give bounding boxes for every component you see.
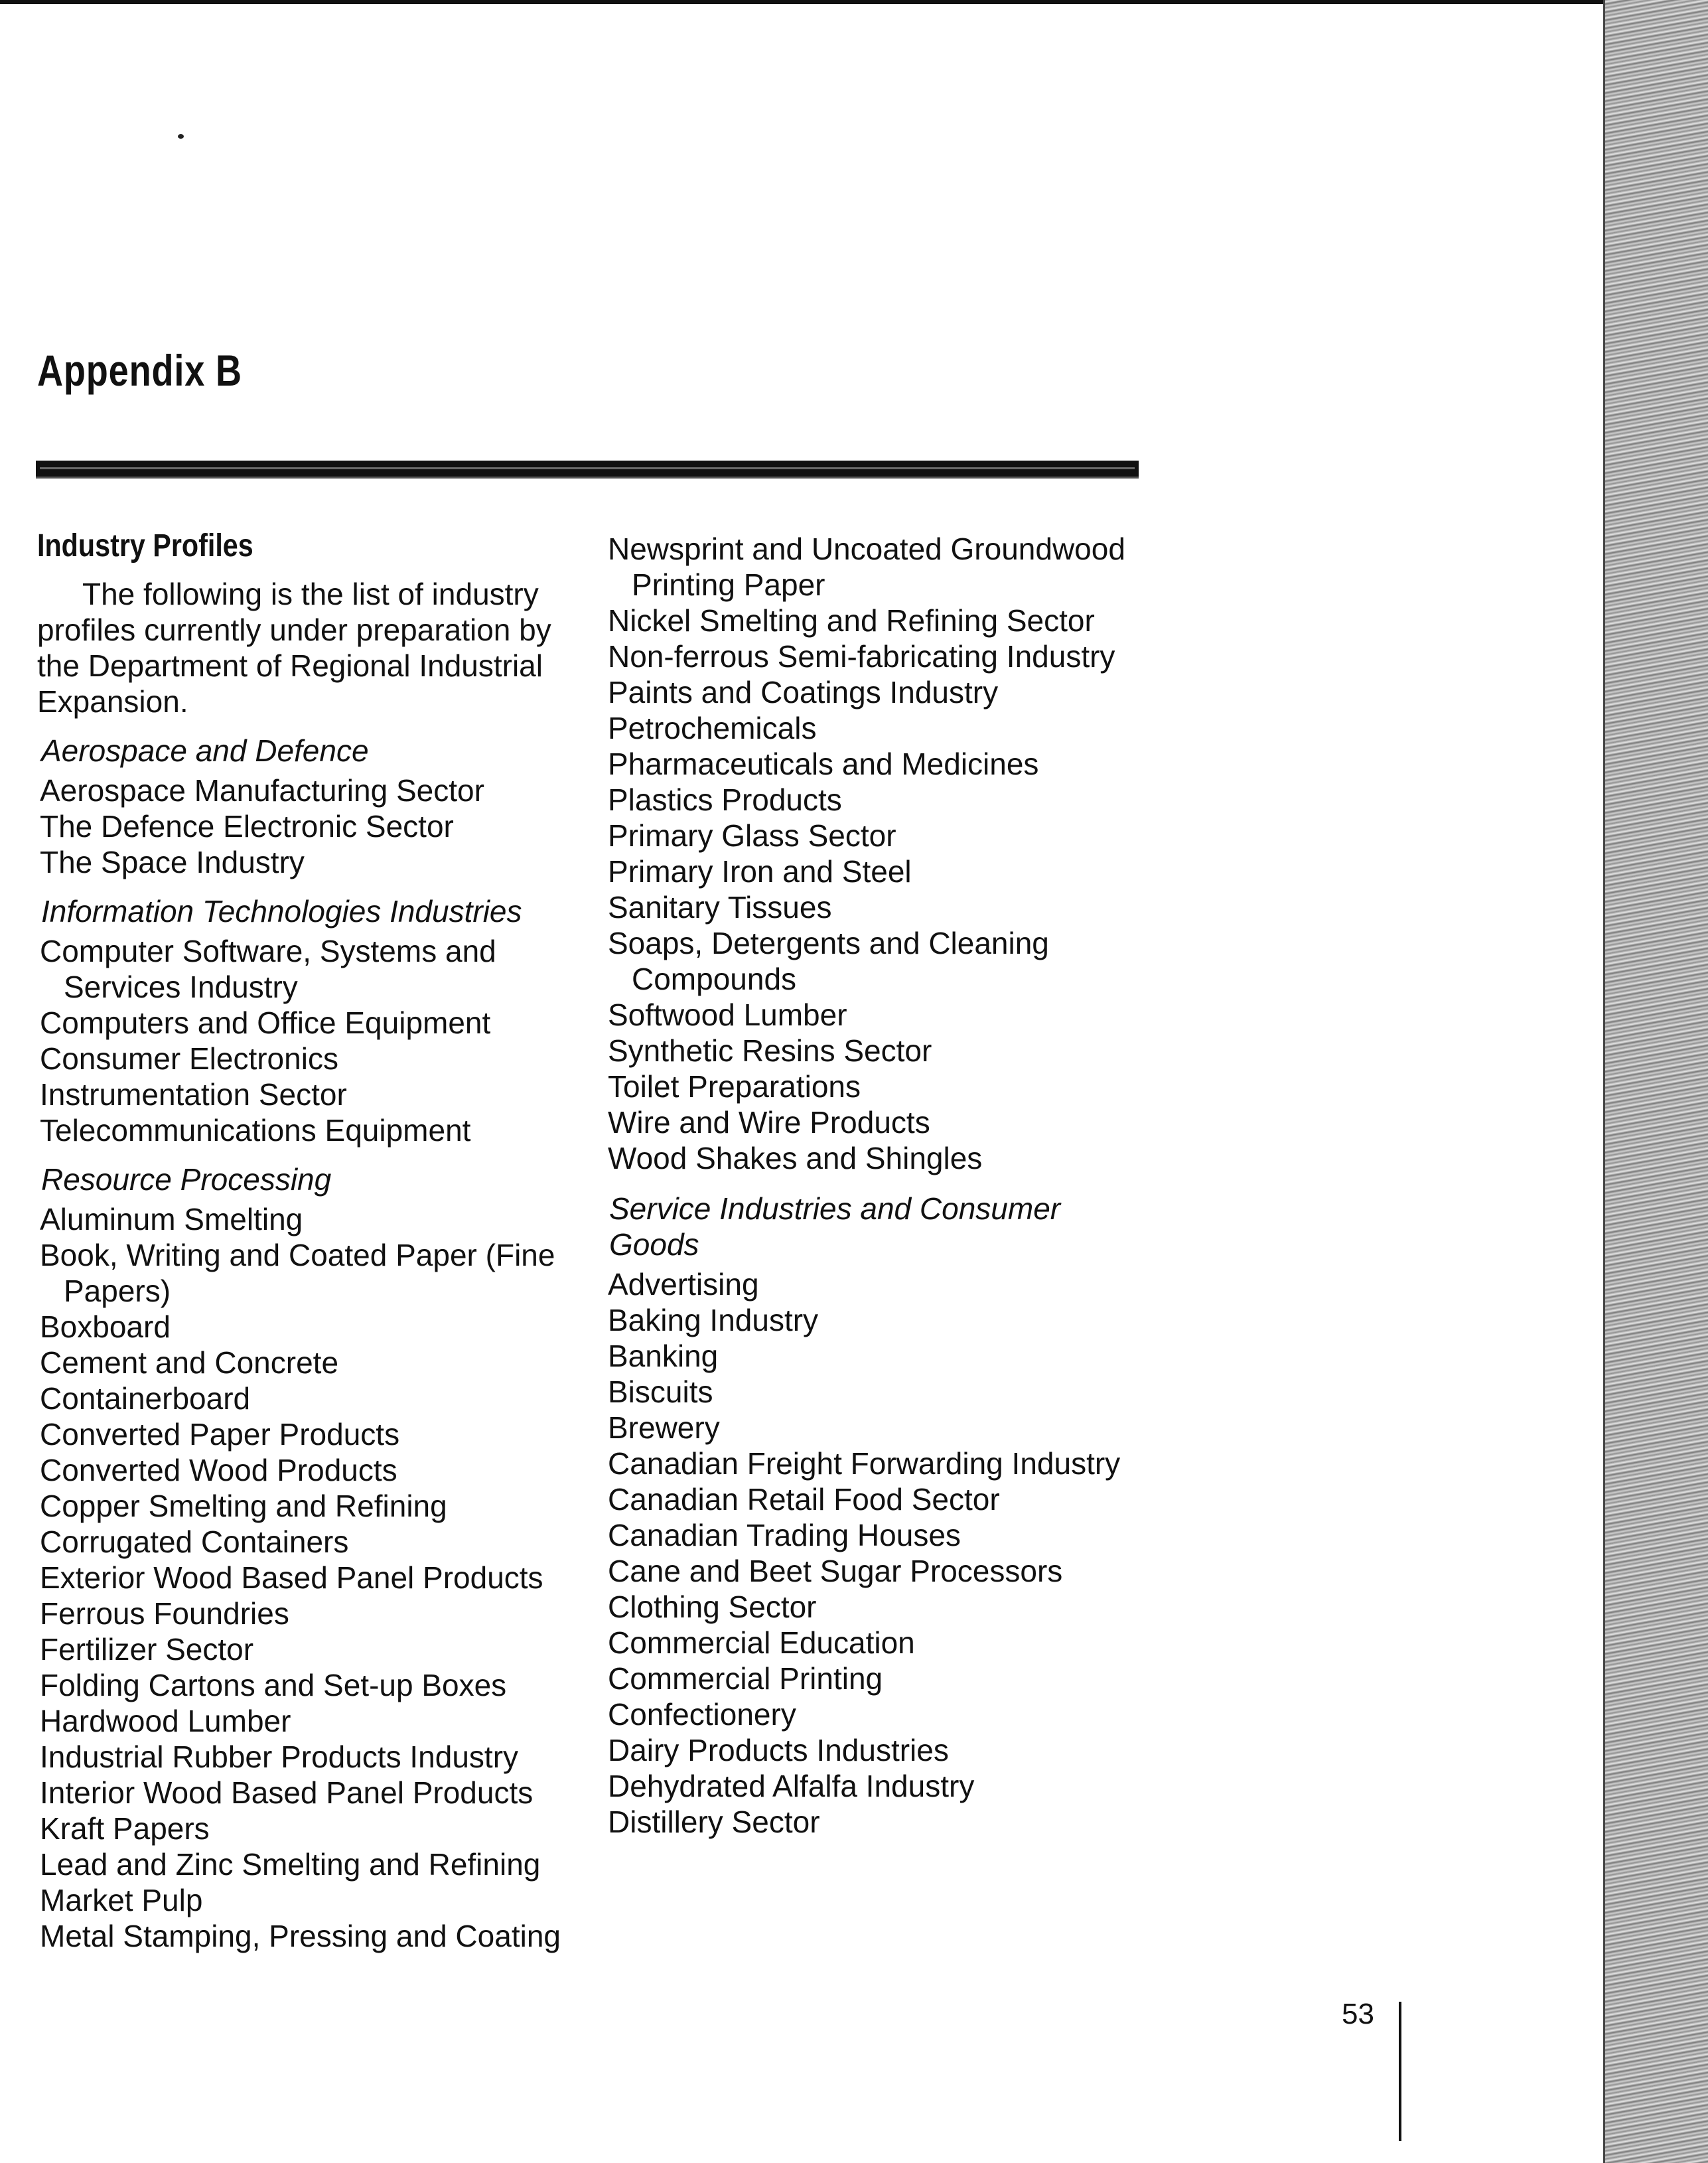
- list-item: Metal Stamping, Pressing and Coating: [40, 1919, 561, 1953]
- list-item: Canadian Freight Forwarding Industry: [608, 1446, 1121, 1481]
- profile-list: [605, 1266, 1149, 1840]
- list-item: Non-ferrous Semi-fabricating Industry: [608, 639, 1115, 674]
- list-item: Boxboard: [40, 1309, 171, 1344]
- page-number-rule: [1399, 2002, 1401, 2141]
- list-item: Newsprint and Uncoated Groundwood Printing Paper: [608, 532, 1125, 602]
- list-item: The Defence Electronic Sector: [40, 809, 454, 844]
- list-item: Commercial Education: [608, 1625, 915, 1660]
- list-item: Primary Glass Sector: [608, 818, 896, 853]
- list-item: Sanitary Tissues: [608, 890, 832, 925]
- list-item: Paints and Coatings Industry: [608, 675, 999, 709]
- list-item: Fertilizer Sector: [40, 1632, 254, 1667]
- list-item: Consumer Electronics: [40, 1041, 338, 1076]
- list-item: Telecommunications Equipment: [40, 1113, 471, 1148]
- list-item: Brewery: [608, 1410, 720, 1445]
- list-item: Biscuits: [608, 1375, 713, 1409]
- title-divider-rule: [36, 461, 1139, 479]
- profile-list: [37, 933, 588, 1148]
- left-column: [37, 528, 588, 1954]
- list-item: Nickel Smelting and Refining Sector: [608, 603, 1095, 638]
- list-item: Wire and Wire Products: [608, 1105, 930, 1140]
- list-item: Distillery Sector: [608, 1805, 820, 1839]
- list-item: Dairy Products Industries: [608, 1733, 949, 1767]
- list-item: Petrochemicals: [608, 711, 817, 745]
- intro-paragraph: The following is the list of industry profiles currently under preparation by the Department of Regional Industrial Expansion.: [37, 577, 551, 719]
- list-item: The Space Industry: [40, 845, 305, 879]
- list-item: Ferrous Foundries: [40, 1596, 289, 1631]
- list-item: Folding Cartons and Set-up Boxes: [40, 1668, 507, 1702]
- scanned-binding-edge: [1603, 0, 1708, 2163]
- list-item: Copper Smelting and Refining: [40, 1489, 447, 1523]
- profile-list: [605, 531, 1149, 1176]
- list-item: Toilet Preparations: [608, 1069, 861, 1104]
- profile-list: [37, 773, 588, 880]
- page-title: Appendix B: [37, 346, 242, 395]
- list-item: Baking Industry: [608, 1303, 819, 1337]
- list-item: Wood Shakes and Shingles: [608, 1141, 983, 1175]
- list-item: Instrumentation Sector: [40, 1077, 347, 1112]
- list-item: Soaps, Detergents and Cleaning Compounds: [608, 926, 1049, 996]
- list-item: Corrugated Containers: [40, 1525, 349, 1559]
- list-item: Canadian Retail Food Sector: [608, 1482, 1000, 1517]
- list-item: Kraft Papers: [40, 1811, 210, 1846]
- section-heading: Industry Profiles: [37, 528, 253, 563]
- list-item: Computers and Office Equipment: [40, 1006, 491, 1040]
- list-item: Hardwood Lumber: [40, 1704, 291, 1738]
- scan-speck: [178, 134, 184, 139]
- category-heading: Service Industries and Consumer Goods: [609, 1191, 1061, 1262]
- list-item: Confectionery: [608, 1697, 796, 1732]
- list-item: Clothing Sector: [608, 1590, 817, 1624]
- list-item: Aerospace Manufacturing Sector: [40, 773, 484, 808]
- list-item: Converted Wood Products: [40, 1453, 397, 1487]
- list-item: Converted Paper Products: [40, 1417, 400, 1452]
- category-heading: Resource Processing: [41, 1162, 332, 1197]
- list-item: Commercial Printing: [608, 1661, 883, 1696]
- list-item: Dehydrated Alfalfa Industry: [608, 1769, 975, 1803]
- page-number: 53: [1342, 1998, 1374, 2030]
- list-item: Exterior Wood Based Panel Products: [40, 1560, 543, 1595]
- list-item: Softwood Lumber: [608, 998, 847, 1032]
- list-item: Containerboard: [40, 1381, 251, 1416]
- list-item: Industrial Rubber Products Industry: [40, 1740, 519, 1774]
- profile-list: [37, 1201, 588, 1954]
- list-item: Primary Iron and Steel: [608, 854, 912, 889]
- list-item: Lead and Zinc Smelting and Refining: [40, 1847, 541, 1882]
- list-item: Book, Writing and Coated Paper (Fine Papers): [40, 1238, 555, 1308]
- list-item: Cement and Concrete: [40, 1345, 339, 1380]
- list-item: Synthetic Resins Sector: [608, 1033, 932, 1068]
- list-item: Market Pulp: [40, 1883, 203, 1917]
- list-item: Canadian Trading Houses: [608, 1518, 961, 1552]
- category-heading: Aerospace and Defence: [41, 733, 369, 768]
- list-item: Plastics Products: [608, 783, 842, 817]
- list-item: Advertising: [608, 1267, 759, 1302]
- list-item: Interior Wood Based Panel Products: [40, 1775, 534, 1810]
- list-item: Pharmaceuticals and Medicines: [608, 747, 1039, 781]
- list-item: Cane and Beet Sugar Processors: [608, 1554, 1063, 1588]
- top-border-rule: [0, 0, 1606, 4]
- list-item: Aluminum Smelting: [40, 1202, 303, 1236]
- right-column: [605, 531, 1149, 1840]
- list-item: Computer Software, Systems and Services Industry: [40, 934, 496, 1004]
- list-item: Banking: [608, 1339, 719, 1373]
- category-heading: Information Technologies Industries: [41, 894, 522, 929]
